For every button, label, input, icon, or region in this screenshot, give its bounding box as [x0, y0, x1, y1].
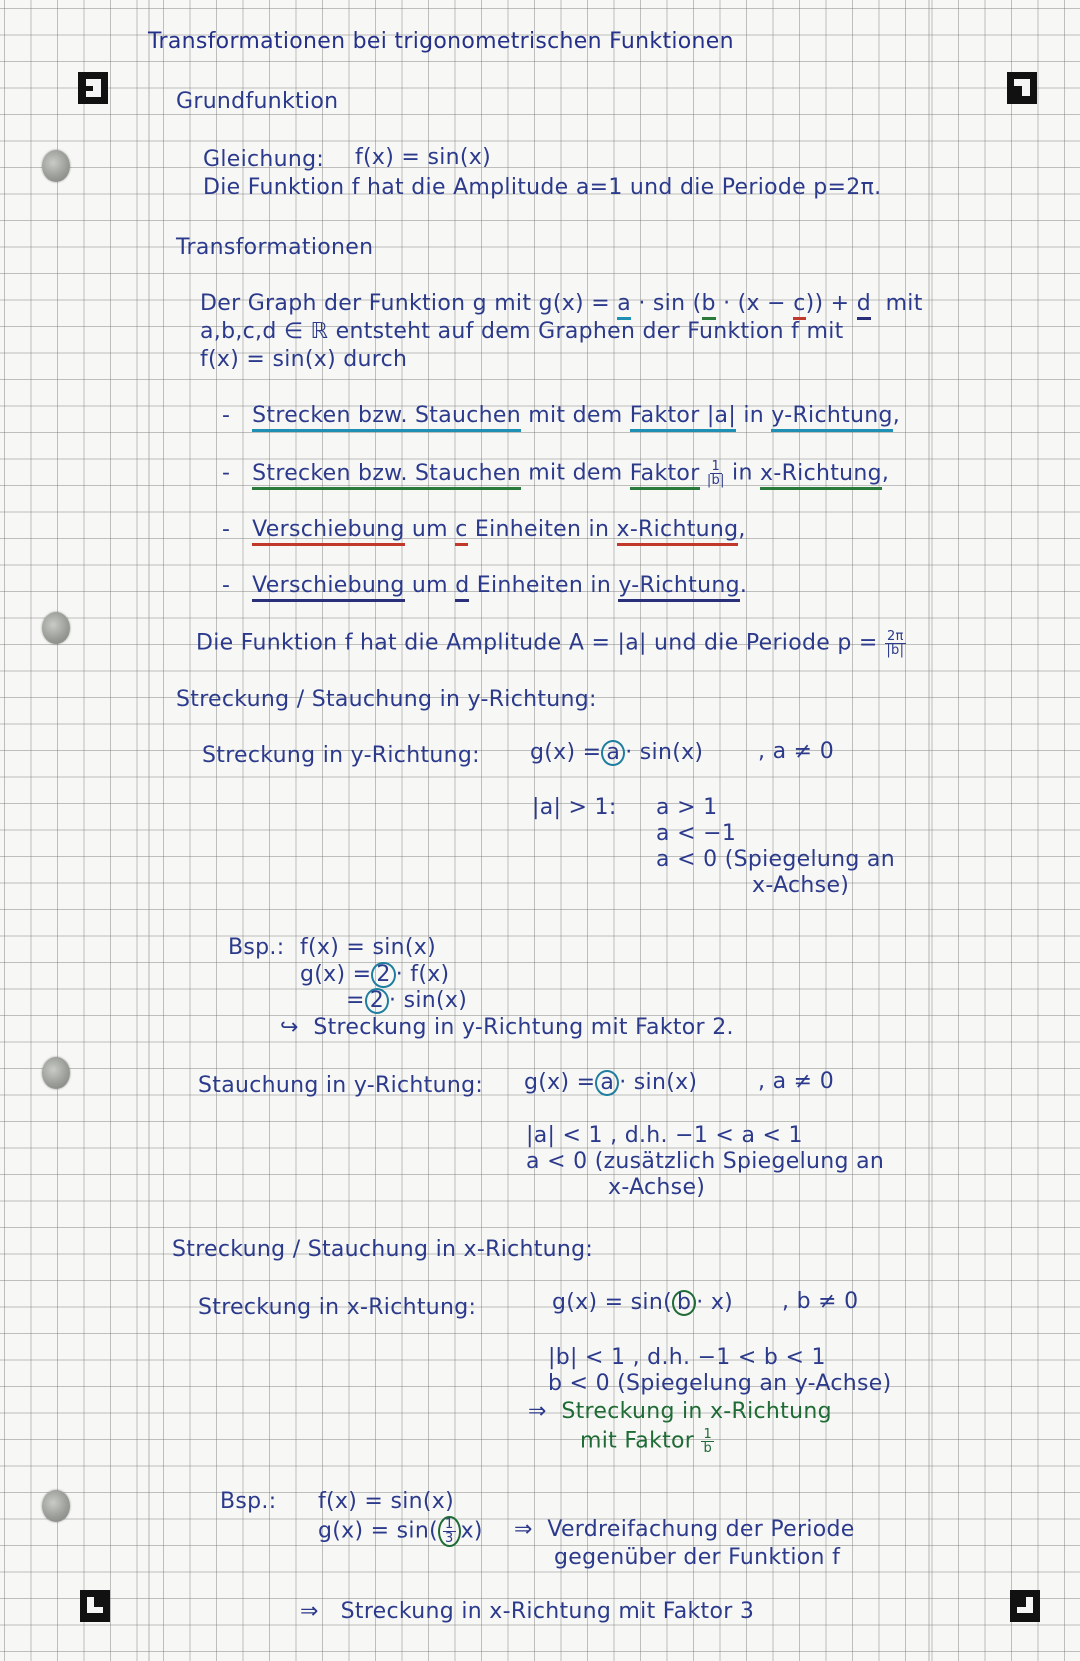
intro-line-3: f(x) = sin(x) durch: [200, 347, 408, 372]
streckung-y-formula: g(x) = a · sin(x): [530, 740, 704, 765]
fraction-1-over-abs-b: $\frac{1}{|b|}$: [706, 459, 725, 488]
formula-sin: · sin (: [638, 291, 702, 316]
example-y-line2: g(x) = 2 · f(x): [300, 962, 450, 987]
x-result-line2: mit Faktor $\frac{1}{b}$: [580, 1427, 713, 1456]
margin-line-right: [928, 0, 930, 1661]
stauchung-y-formula: g(x) = a · sin(x): [524, 1070, 698, 1095]
abs-a-condition: |a| > 1:: [532, 795, 617, 820]
corner-marker-bottom-left: [80, 1590, 110, 1622]
formula-suffix: mit: [885, 291, 923, 316]
corner-marker-bottom-right: [1010, 1590, 1040, 1622]
corner-marker-top-left: [78, 72, 108, 104]
streckung-x-condition: , b ≠ 0: [782, 1289, 859, 1314]
formula-x-minus: · (x −: [723, 291, 786, 316]
circled-a: a: [601, 740, 625, 766]
example-x-result-2: gegenüber der Funktion f: [554, 1545, 841, 1570]
heading-grundfunktion: Grundfunktion: [176, 89, 339, 114]
heading-x-section: Streckung / Stauchung in x-Richtung:: [172, 1237, 594, 1262]
period-fraction: $\frac{2\pi}{|b|}$: [886, 629, 905, 658]
streckung-y-condition: , a ≠ 0: [758, 739, 834, 764]
amplitude-period-line: Die Funktion f hat die Amplitude A = |a| und die Periode p = $\frac{2\pi}{|b|}$: [196, 629, 905, 658]
example-y-line1: f(x) = sin(x): [300, 935, 436, 960]
gleichung-label: Gleichung:: [203, 147, 325, 172]
stauchung-case-2: a < 0 (zusätzlich Spiegelung an: [526, 1149, 885, 1174]
implies-arrow-icon: ⇒: [514, 1517, 533, 1542]
margin-line: [148, 0, 150, 1661]
punch-hole: [42, 1057, 70, 1089]
streckung-x-label: Streckung in x-Richtung:: [198, 1295, 477, 1320]
bullet-1: - Strecken bzw. Stauchen mit dem Faktor |a| in y-Richtung,: [222, 404, 900, 428]
param-d: d: [857, 291, 871, 320]
bullet-3: - Verschiebung um c Einheiten in x-Richtung,: [222, 518, 746, 542]
stauchung-y-label: Stauchung in y-Richtung:: [198, 1073, 484, 1098]
corner-marker-top-right: [1007, 72, 1037, 104]
page-title: Transformationen bei trigonometrischen Funktionen: [148, 29, 734, 54]
x-case-1: |b| < 1 , d.h. −1 < b < 1: [548, 1345, 826, 1370]
case-3-cont: x-Achse): [752, 873, 850, 898]
example-x-result: ⇒ Verdreifachung der Periode: [514, 1517, 855, 1542]
heading-y-section: Streckung / Stauchung in y-Richtung:: [176, 687, 597, 712]
punch-hole: [42, 150, 70, 182]
param-a: a: [617, 291, 631, 320]
fraction-1-over-b: $\frac{1}{b}$: [703, 1427, 713, 1456]
example-x-final: ⇒ Streckung in x-Richtung mit Faktor 3: [300, 1599, 755, 1624]
stauchung-case-1: |a| < 1 , d.h. −1 < a < 1: [526, 1123, 803, 1148]
stauchung-y-condition: , a ≠ 0: [758, 1069, 834, 1094]
formula-close: )) +: [805, 291, 850, 316]
param-b: b: [702, 291, 716, 320]
implies-arrow-icon: ⇒: [300, 1599, 319, 1624]
circled-one-third: $\frac{1}{3}$: [438, 1516, 461, 1547]
example-x-line1: f(x) = sin(x): [318, 1489, 454, 1514]
heading-transformationen: Transformationen: [176, 235, 374, 260]
example-y-conclusion: ↪ Streckung in y-Richtung mit Faktor 2.: [280, 1015, 734, 1040]
gleichung-formula: f(x) = sin(x): [355, 145, 491, 170]
case-2: a < −1: [656, 821, 737, 846]
case-3: a < 0 (Spiegelung an: [656, 847, 895, 872]
punch-hole: [42, 612, 70, 644]
circled-b: b: [672, 1290, 696, 1316]
hook-arrow-icon: ↪: [280, 1015, 299, 1040]
case-1: a > 1: [656, 795, 718, 820]
example-x-line2: g(x) = sin( $\frac{1}{3}$ x): [318, 1517, 483, 1546]
intro-line-2: a,b,c,d ∈ ℝ entsteht auf dem Graphen der Funktion f mit: [200, 319, 844, 344]
formula-prefix: Der Graph der Funktion g mit g(x) =: [200, 291, 618, 316]
streckung-y-label: Streckung in y-Richtung:: [202, 743, 480, 768]
x-case-2: b < 0 (Spiegelung an y-Achse): [548, 1371, 892, 1396]
example-x-label: Bsp.:: [220, 1489, 277, 1514]
bullet-4: - Verschiebung um d Einheiten in y-Richtung.: [222, 574, 747, 598]
streckung-x-formula: g(x) = sin( b · x): [552, 1290, 734, 1315]
bullet-2: - Strecken bzw. Stauchen mit dem Faktor $\frac{1}{|b|}$ in x-Richtung,: [222, 459, 890, 488]
stauchung-case-3: x-Achse): [608, 1175, 706, 1200]
example-y-line3: = 2 · sin(x): [346, 988, 468, 1013]
punch-hole: [42, 1490, 70, 1522]
grundfunktion-description: Die Funktion f hat die Amplitude a=1 und die Periode p=2π.: [203, 175, 882, 200]
param-c: c: [793, 291, 805, 320]
implies-arrow-icon: ⇒: [528, 1399, 547, 1424]
general-formula-line: [200, 292, 923, 316]
x-result-line1: ⇒ Streckung in x-Richtung: [528, 1399, 832, 1424]
example-y-label: Bsp.:: [228, 935, 285, 960]
